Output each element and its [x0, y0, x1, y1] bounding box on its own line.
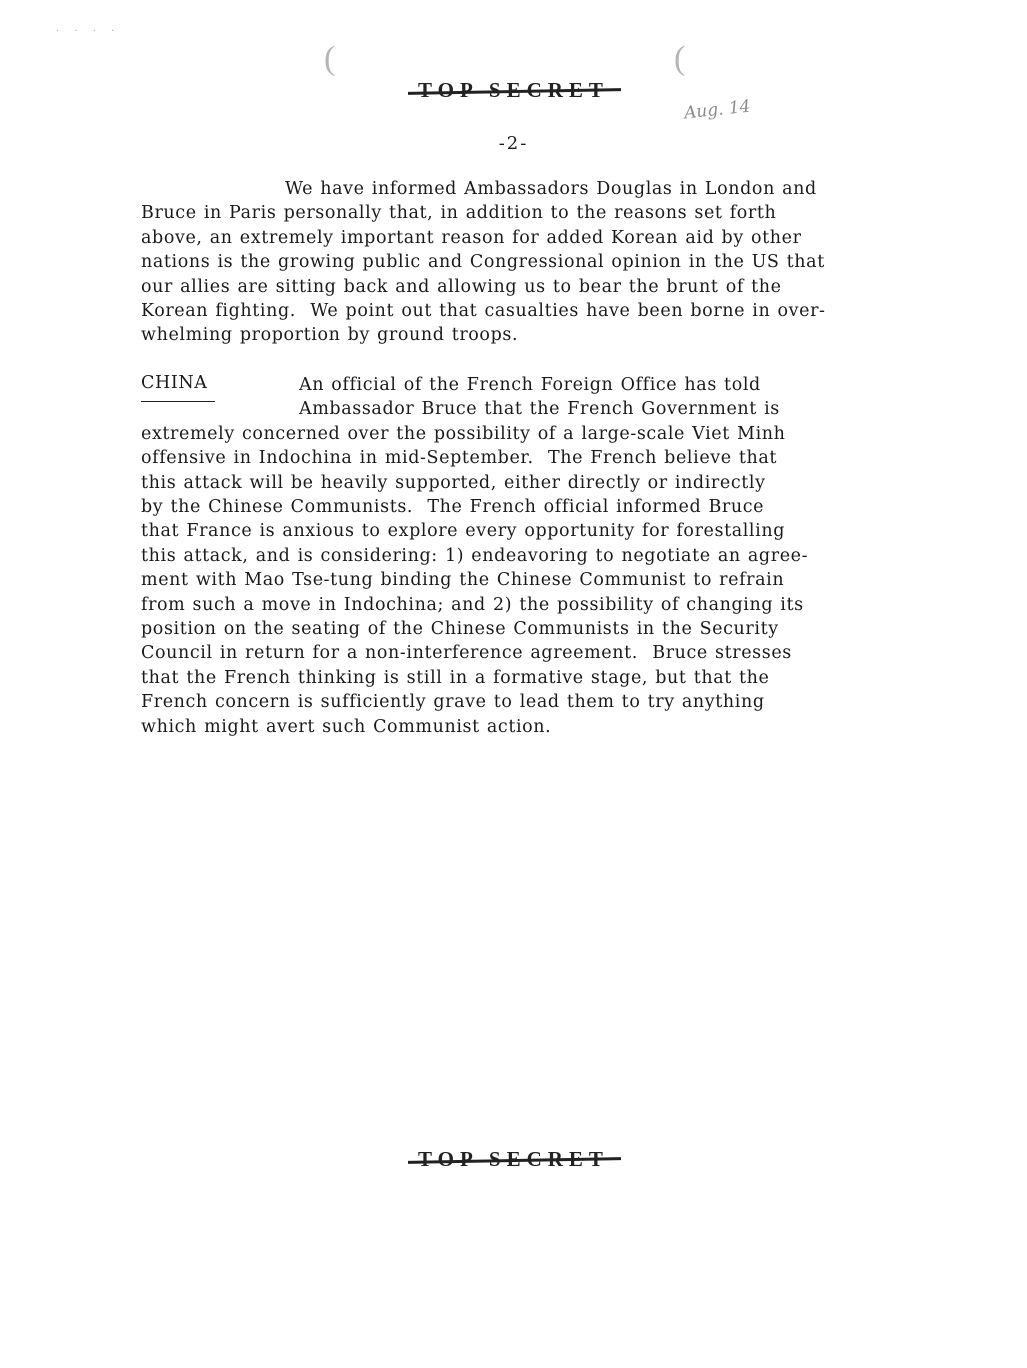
- paragraph-line: that the French thinking is still in a formative stage, but that the: [141, 667, 770, 688]
- handwritten-date-note: Aug. 14: [683, 96, 752, 124]
- paragraph-line: our allies are sitting back and allowing us to bear the brunt of the: [141, 276, 782, 297]
- scan-mark-right: (: [674, 40, 686, 77]
- paragraph-line: offensive in Indochina in mid-September. The French believe that: [141, 448, 778, 469]
- paragraph-line: from such a move in Indochina; and 2) the possibility of changing its: [141, 594, 804, 615]
- paragraph-korean-aid: [141, 177, 901, 348]
- paragraph-line: this attack, and is considering: 1) endeavoring to negotiate an agree-: [141, 545, 809, 566]
- paragraph-line: which might avert such Communist action.: [141, 716, 552, 737]
- paragraph-line: whelming proportion by ground troops.: [141, 325, 519, 346]
- scan-specks: · · · ·: [56, 26, 121, 37]
- paragraph-line: We have informed Ambassadors Douglas in London and: [285, 179, 817, 199]
- paragraph-line: An official of the French Foreign Office has told: [299, 375, 761, 395]
- paragraph-line: extremely concerned over the possibility of a large-scale Viet Minh: [141, 423, 786, 444]
- page-number: -2-: [498, 133, 529, 154]
- paragraph-line: French concern is sufficiently grave to lead them to try anything: [141, 692, 765, 713]
- paragraph-line: ment with Mao Tse-tung binding the Chinese Communist to refrain: [141, 570, 785, 591]
- paragraph-line: that France is anxious to explore every opportunity for forestalling: [141, 521, 785, 542]
- paragraph-line: by the Chinese Communists. The French official informed Bruce: [141, 497, 765, 518]
- section-heading-china: CHINA: [141, 373, 208, 393]
- classification-marking-top: TOP SECRET: [418, 78, 609, 102]
- paragraph-line: above, an extremely important reason for added Korean aid by other: [141, 227, 802, 248]
- classification-marking-bottom: TOP SECRET: [418, 1147, 609, 1171]
- paragraph-line: Bruce in Paris personally that, in addition to the reasons set forth: [141, 203, 777, 224]
- paragraph-line: Council in return for a non-interference agreement. Bruce stresses: [141, 643, 792, 664]
- paragraph-line: nations is the growing public and Congressional opinion in the US that: [141, 252, 825, 273]
- paragraph-line: position on the seating of the Chinese Communists in the Security: [141, 619, 779, 640]
- paragraph-china: [141, 373, 901, 739]
- paragraph-line: this attack will be heavily supported, either directly or indirectly: [141, 472, 766, 493]
- scan-mark-left: (: [324, 40, 336, 77]
- paragraph-line: Korean fighting. We point out that casualties have been borne in over-: [141, 301, 826, 322]
- paragraph-line: Ambassador Bruce that the French Government is: [299, 399, 780, 420]
